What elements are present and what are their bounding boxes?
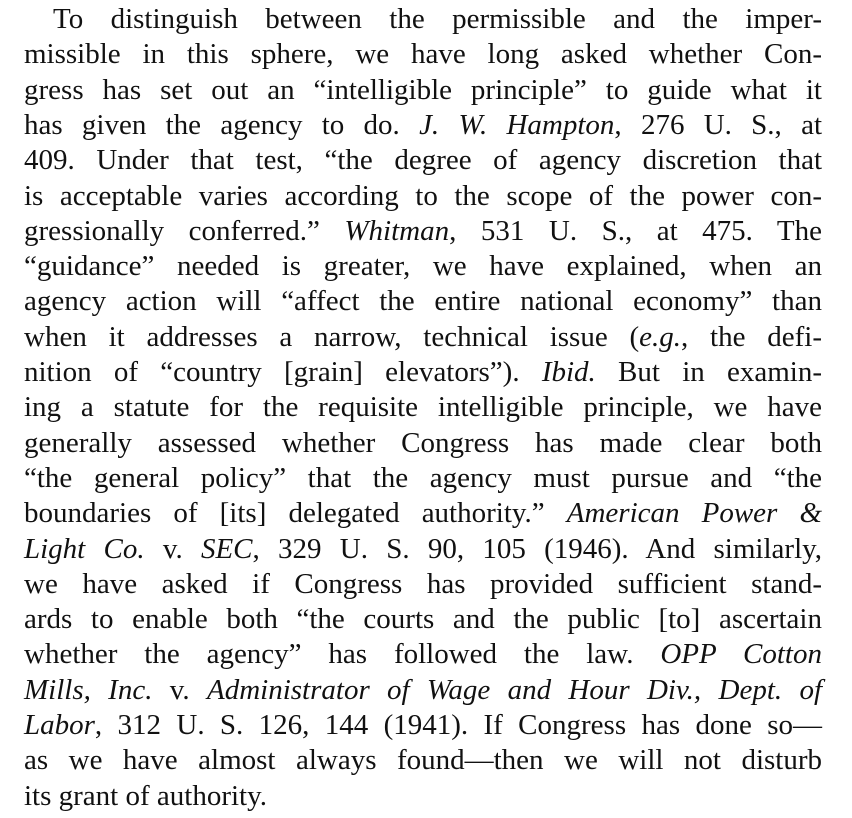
text-run: v. bbox=[152, 673, 207, 706]
text-run: , 276 U. S., at bbox=[614, 108, 823, 141]
text-run: , 312 U. S. 126, 144 (1941). If Congress has done so— bbox=[94, 709, 822, 741]
text-run: gressionally conferred.” bbox=[24, 214, 345, 247]
text-run: 409. Under that test, “the degree of agency discretion that bbox=[24, 144, 822, 177]
text-run: But in examin- bbox=[595, 356, 822, 388]
text-line bbox=[53, 2, 822, 37]
text-run: its grant of authority. bbox=[24, 779, 267, 812]
text-line bbox=[24, 779, 822, 814]
italic-citation: J. W. Hampton bbox=[419, 108, 615, 141]
text-line bbox=[24, 143, 822, 178]
italic-citation: Labor bbox=[24, 709, 95, 741]
text-run: agency action will “affect the entire national economy” than bbox=[24, 285, 822, 318]
text-run: v. bbox=[144, 532, 201, 565]
text-run: , 531 U. S., at 475. The bbox=[449, 214, 823, 247]
text-run: has given the agency to do. bbox=[24, 108, 420, 141]
text-run: as we have almost always found—then we will not disturb bbox=[24, 744, 822, 777]
text-line bbox=[24, 567, 822, 602]
text-run: gress has set out an “intelligible principle” to guide what it bbox=[24, 73, 822, 106]
text-line bbox=[24, 214, 822, 249]
text-line bbox=[24, 743, 822, 778]
italic-citation: Mills, Inc. bbox=[24, 673, 153, 706]
italic-citation: OPP Cotton bbox=[660, 638, 822, 671]
italic-citation: American Power & bbox=[566, 497, 823, 530]
text-line bbox=[24, 390, 822, 425]
text-line bbox=[24, 532, 822, 567]
text-line bbox=[24, 673, 822, 708]
text-line bbox=[24, 179, 822, 214]
italic-citation: Administrator of Wage and Hour Div., Dept. of bbox=[206, 673, 822, 706]
italic-citation: SEC bbox=[200, 532, 253, 565]
text-line bbox=[24, 249, 822, 284]
text-line bbox=[24, 37, 822, 72]
text-line bbox=[24, 426, 822, 461]
text-run: ards to enable both “the courts and the public [to] ascertain bbox=[24, 603, 822, 636]
italic-citation: Whitman bbox=[344, 214, 450, 247]
text-run: , 329 U. S. 90, 105 (1946). And similarly, bbox=[252, 532, 822, 565]
text-run: is acceptable varies according to the scope of the power con- bbox=[24, 179, 822, 212]
italic-citation: e.g. bbox=[639, 320, 682, 353]
text-run: To distinguish between the permissible and the imper- bbox=[53, 3, 822, 35]
text-line bbox=[24, 637, 822, 672]
text-run: ing a statute for the requisite intelligible principle, we have bbox=[24, 391, 822, 424]
text-run: boundaries of [its] delegated authority.” bbox=[24, 497, 567, 530]
text-line bbox=[24, 355, 822, 390]
text-run: “guidance” needed is greater, we have explained, when an bbox=[24, 250, 822, 283]
text-run: when it addresses a narrow, technical issue ( bbox=[24, 320, 640, 353]
text-run: , the defi- bbox=[681, 320, 822, 353]
text-run: whether the agency” has followed the law. bbox=[24, 638, 661, 671]
text-run: nition of “country [grain] elevators”). bbox=[24, 356, 542, 388]
text-line bbox=[24, 496, 822, 531]
text-line bbox=[24, 284, 822, 319]
italic-citation: Ibid. bbox=[541, 356, 596, 388]
text-line bbox=[24, 461, 822, 496]
italic-citation: Light Co. bbox=[24, 532, 145, 565]
text-line bbox=[24, 73, 822, 108]
text-run: we have asked if Congress has provided sufficient stand- bbox=[24, 567, 822, 600]
text-line bbox=[24, 708, 822, 743]
text-run: missible in this sphere, we have long asked whether Con- bbox=[24, 38, 822, 71]
text-line bbox=[24, 108, 822, 143]
text-run: generally assessed whether Congress has made clear both bbox=[24, 426, 822, 459]
text-run: “the general policy” that the agency must pursue and “the bbox=[24, 461, 822, 494]
text-line bbox=[24, 602, 822, 637]
text-line bbox=[24, 320, 822, 355]
